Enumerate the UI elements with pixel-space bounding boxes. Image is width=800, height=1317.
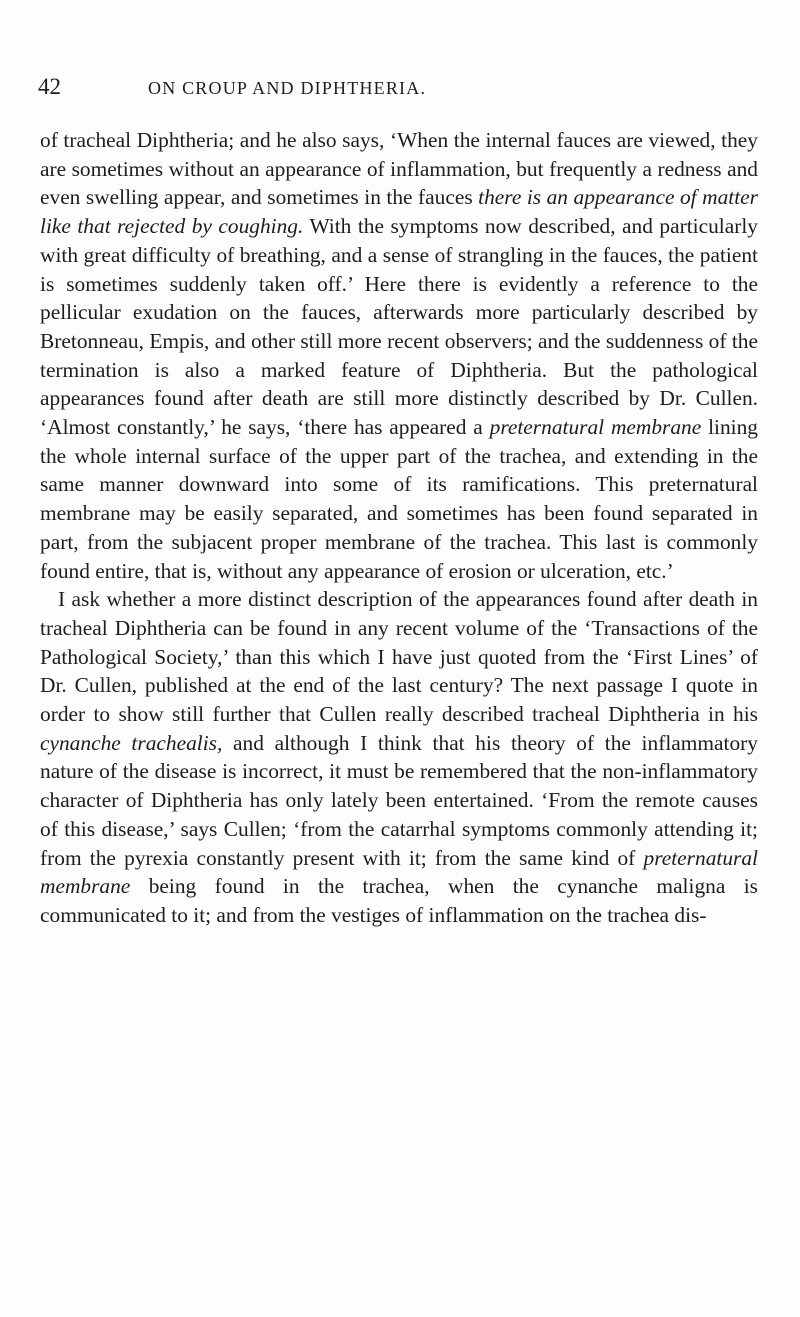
running-head: [38, 74, 762, 102]
paragraph-2-segment-5: being found in the trachea, when the cynanche maligna is communicated to it; and from the vestiges of inflammation on the trachea dis-: [40, 874, 758, 927]
running-title: ON CROUP AND DIPHTHERIA.: [148, 78, 427, 98]
paragraph-1: [40, 126, 758, 585]
paragraph-2-italic-term-1: cynanche trachealis,: [40, 730, 223, 755]
body-text: [40, 126, 758, 930]
paragraph-1-segment-1: of tracheal Diphtheria; and he also says, ‘When the internal fauces are viewed, they are sometimes without an appearance of inflammation, but frequently a redness and even swelling appear, and sometimes in the fauces: [40, 128, 758, 210]
paragraph-2-segment-1: I ask whether a more distinct description of the appearances found after death in tracheal Diphtheria can be found in any recent volume of the ‘Transactions of the Pathological Society,’ than this which I have just quoted from the ‘First Lines’ of Dr. Cullen, published at the end of the last century? The next passage I quote in order to show still further that Cullen really described tracheal Diphtheria in his: [40, 587, 758, 727]
paragraph-2-segment-3: and although I think that his theory of the inflammatory nature of the disease is incorrect, it must be remembered that the non-inflammatory character of Diphtheria has only lately been entertained. ‘From the remote causes of this disease,’ says Cullen; ‘from the catarrhal symptoms commonly attending it; from the pyrexia constantly present with it; from the same kind of: [40, 730, 758, 870]
page-number: 42: [38, 74, 61, 99]
paragraph-1-italic-term: preternatural membrane: [489, 415, 702, 440]
paragraph-1-segment-3: With the symptoms now described, and particularly with great difficulty of breathing, and a sense of strangling in the fauces, the patient is sometimes suddenly taken off.’ Here there is evidently a reference to the pellicular exudation on the fauces, afterwards more particularly described by Bretonneau, Empis, and other still more recent observers; and the suddenness of the termination is also a marked feature of Diphtheria. But the pathological appearances found after death are still more distinctly described by Dr. Cullen. ‘Almost constantly,’ he says, ‘there has appeared a: [40, 214, 758, 440]
paragraph-2: [40, 585, 758, 929]
paragraph-2-italic-term-2: preternatural membrane: [40, 845, 758, 899]
paragraph-1-italic-quote: there is an appearance of matter like that rejected by coughing.: [40, 185, 758, 239]
paragraph-1-segment-5: lining the whole internal surface of the upper part of the trachea, and extending in the same manner downward into some of its ramifications. This preternatural membrane may be easily separated, and sometimes has been found separated in part, from the subjacent proper membrane of the trachea. This last is commonly found entire, that is, without any appearance of erosion or ulceration, etc.’: [40, 415, 758, 583]
